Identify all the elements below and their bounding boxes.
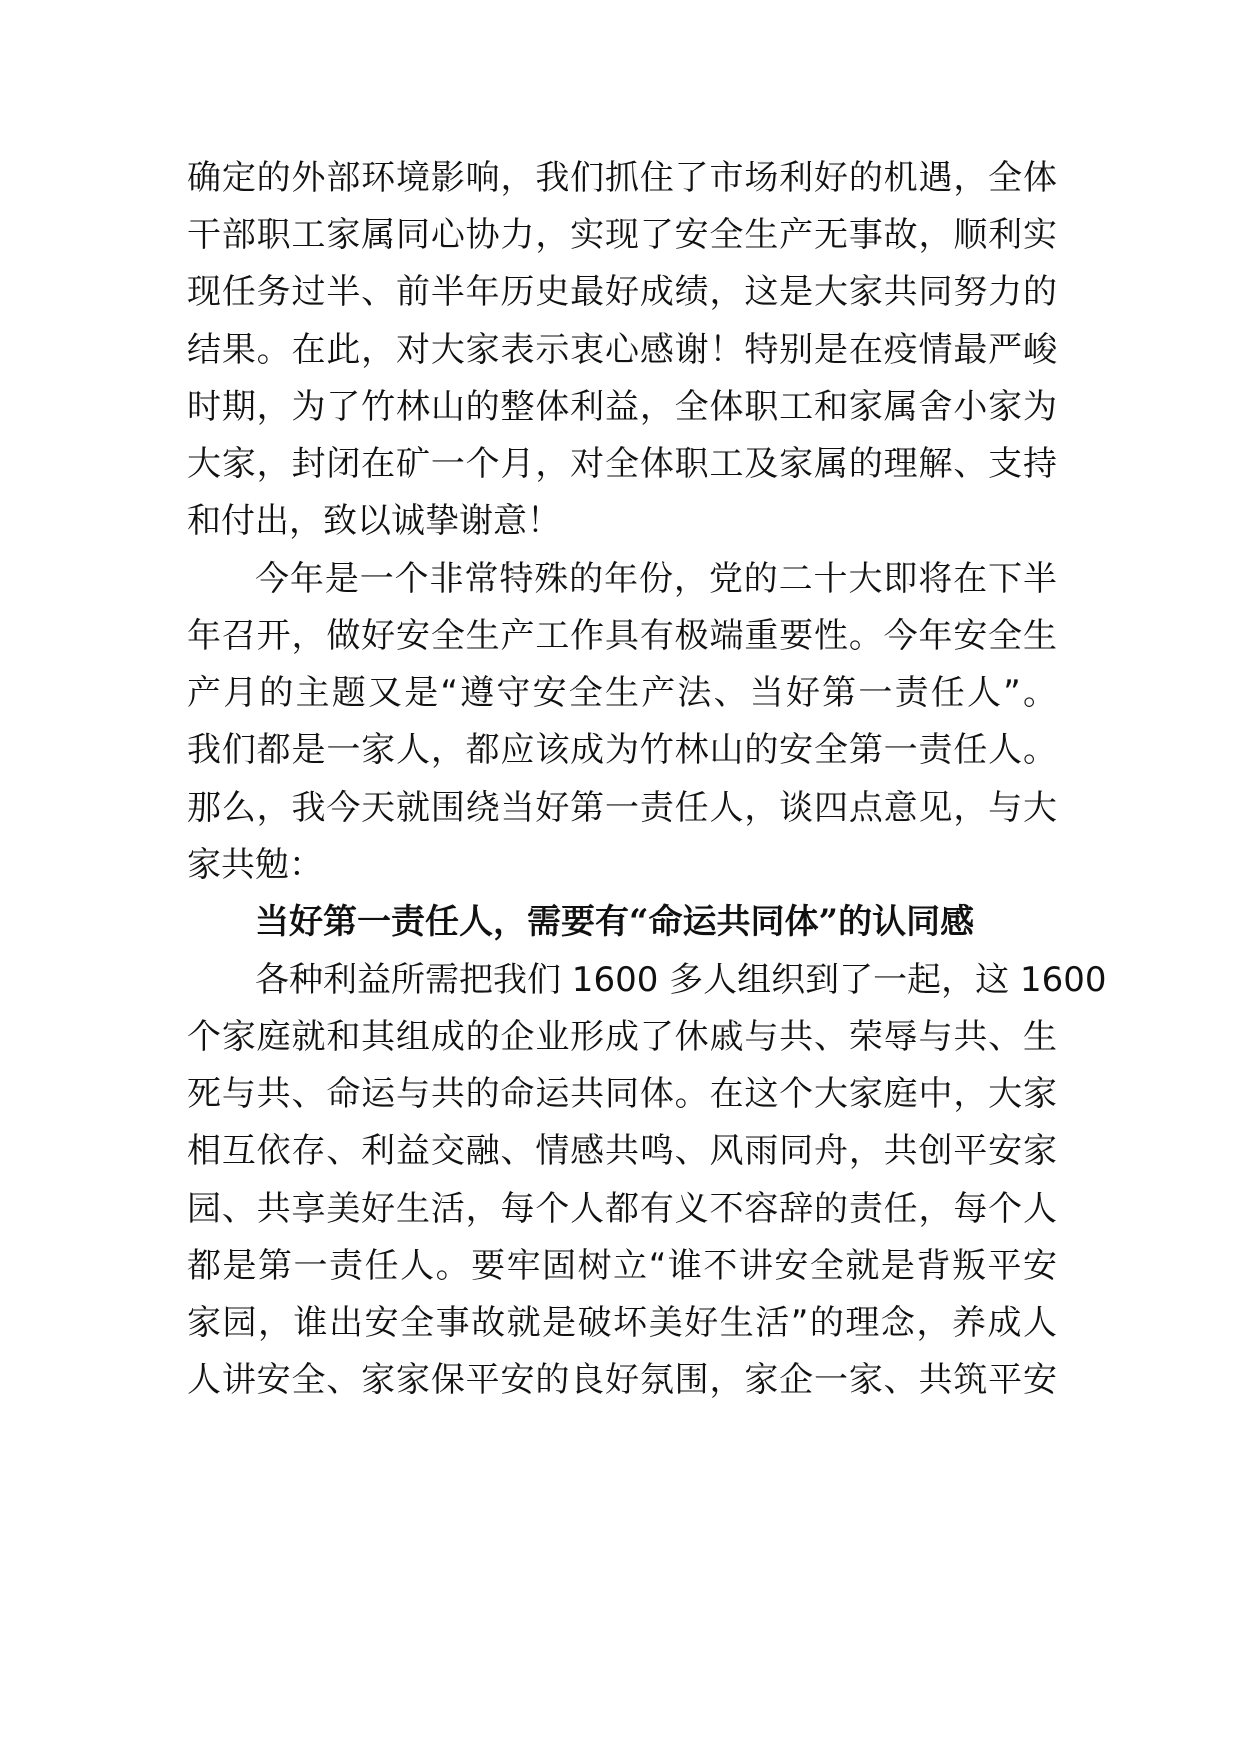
text-line: 死与共、命运与共的命运共同体。在这个大家庭中，大家 [187,1074,1057,1114]
text-line: 各种利益所需把我们 1600 多人组织到了一起，这 1600 [255,960,1107,1000]
text-line: 干部职工家属同心协力，实现了安全生产无事故，顺利实 [187,215,1057,255]
text-line: 大家，封闭在矿一个月，对全体职工及家属的理解、支持 [187,444,1057,484]
text-line: 时期，为了竹林山的整体利益，全体职工和家属舍小家为 [187,387,1057,427]
text-line: 都是第一责任人。要牢固树立“谁不讲安全就是背叛平安 [187,1246,1057,1286]
text-line: 结果。在此，对大家表示衷心感谢！特别是在疫情最严峻 [187,330,1057,370]
text-line: 相互依存、利益交融、情感共鸣、风雨同舟，共创平安家 [187,1131,1057,1171]
text-line: 个家庭就和其组成的企业形成了休戚与共、荣辱与共、生 [187,1017,1057,1057]
text-line: 现任务过半、前半年历史最好成绩，这是大家共同努力的 [187,272,1057,312]
text-line: 和付出，致以诚挚谢意！ [187,501,561,541]
text-line: 今年是一个非常特殊的年份，党的二十大即将在下半 [255,559,1057,599]
text-line: 那么，我今天就围绕当好第一责任人，谈四点意见，与大 [187,788,1057,828]
text-line: 园、共享美好生活，每个人都有义不容辞的责任，每个人 [187,1189,1057,1229]
text-line: 产月的主题又是“遵守安全生产法、当好第一责任人”。 [187,673,1057,713]
section-heading: 当好第一责任人，需要有“命运共同体”的认同感 [255,902,975,942]
text-line: 确定的外部环境影响，我们抓住了市场利好的机遇，全体 [187,158,1057,198]
text-line: 人讲安全、家家保平安的良好氛围，家企一家、共筑平安 [187,1360,1057,1400]
text-line: 家共勉： [187,845,323,885]
text-line: 我们都是一家人，都应该成为竹林山的安全第一责任人。 [187,730,1057,770]
text-line: 家园，谁出安全事故就是破坏美好生活”的理念，养成人 [187,1303,1057,1343]
text-line: 年召开，做好安全生产工作具有极端重要性。今年安全生 [187,616,1057,656]
